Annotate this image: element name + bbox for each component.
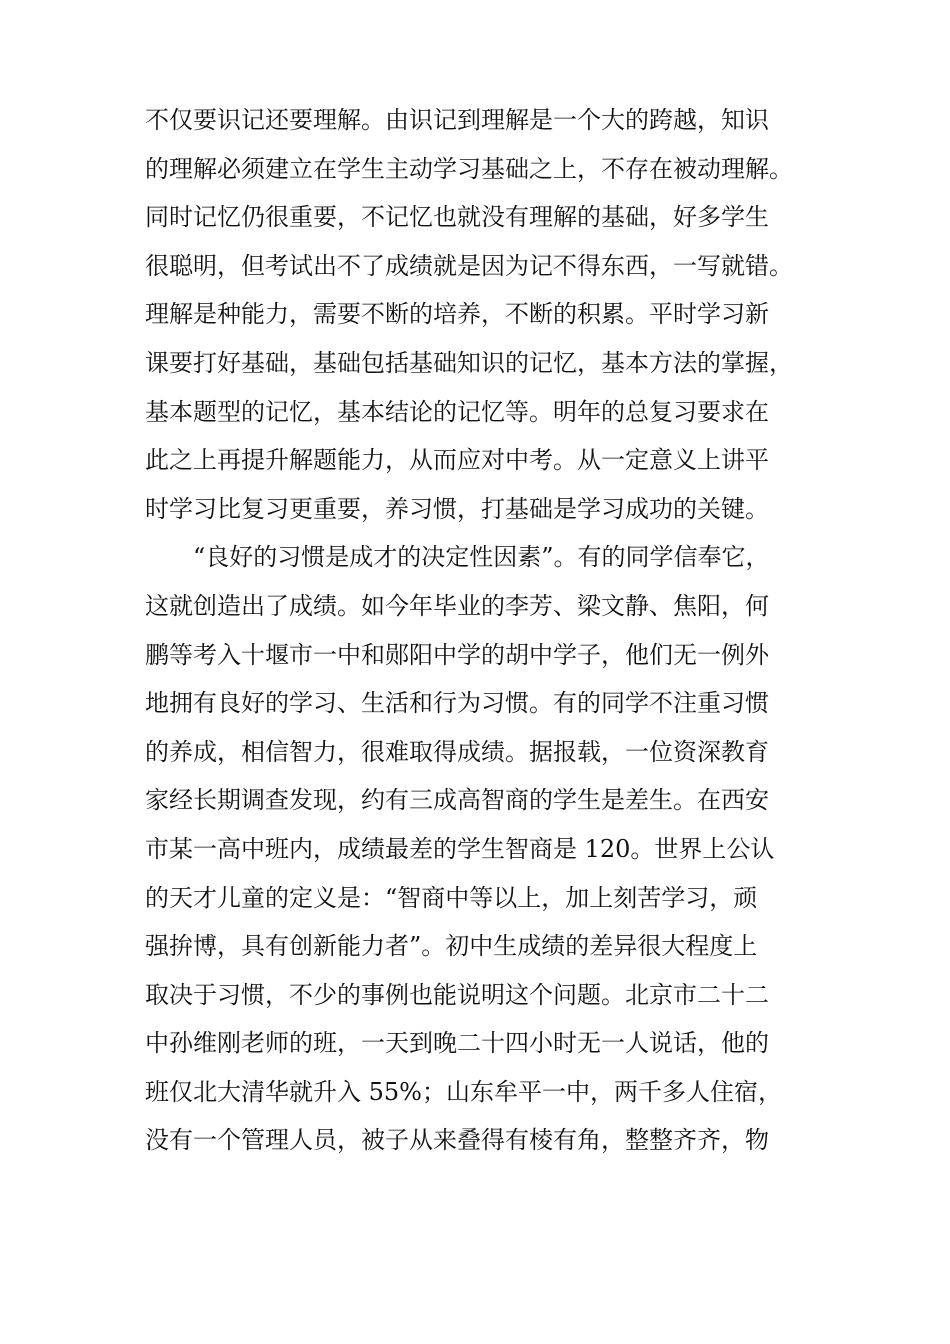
- text-line: “良好的习惯是成才的决定性因素”。有的同学信奉它，: [193, 543, 770, 572]
- text-line: 理解是种能力，需要不断的培养，不断的积累。平时学习新: [145, 300, 769, 329]
- text-line: 取决于习惯，不少的事例也能说明这个问题。北京市二十二: [145, 980, 769, 1009]
- text-line: 鹏等考入十堰市一中和郧阳中学的胡中学子，他们无一例外: [145, 640, 769, 669]
- text-line: 的天才儿童的定义是：“智商中等以上，加上刻苦学习，顽: [145, 883, 758, 912]
- text-line: 的理解必须建立在学生主动学习基础之上，不存在被动理解。: [145, 154, 793, 183]
- text-line: 时学习比复习更重要，养习惯，打基础是学习成功的关键。: [145, 494, 769, 523]
- text-line: 这就创造出了成绩。如今年毕业的李芳、梁文静、焦阳，何: [145, 591, 769, 620]
- text-line: 中孙维刚老师的班，一天到晚二十四小时无一人说话，他的: [145, 1029, 769, 1058]
- text-line: 强拚博，具有创新能力者”。初中生成绩的差异很大程度上: [145, 932, 758, 961]
- paragraph-1: [145, 96, 825, 533]
- text-line: 的养成，相信智力，很难取得成绩。据报载，一位资深教育: [145, 737, 769, 766]
- text-line: 家经长期调查发现，约有三成高智商的学生是差生。在西安: [145, 786, 769, 815]
- text-line: 课要打好基础，基础包括基础知识的记忆，基本方法的掌握，: [145, 348, 793, 377]
- text-line: 市某一高中班内，成绩最差的学生智商是 120。世界上公认: [145, 834, 775, 863]
- text-line: 没有一个管理人员，被子从来叠得有棱有角，整整齐齐，物: [145, 1126, 769, 1155]
- text-line: 很聪明，但考试出不了成绩就是因为记不得东西，一写就错。: [145, 251, 793, 280]
- text-line: 地拥有良好的学习、生活和行为习惯。有的同学不注重习惯: [145, 689, 769, 718]
- body-text: [145, 96, 825, 1165]
- paragraph-2: [145, 533, 825, 1165]
- text-line: 不仅要识记还要理解。由识记到理解是一个大的跨越，知识: [145, 106, 769, 134]
- text-line: 班仅北大清华就升入 55%；山东牟平一中，两千多人住宿，: [145, 1077, 782, 1106]
- text-line: 此之上再提升解题能力，从而应对中考。从一定意义上讲平: [145, 446, 769, 475]
- text-line: 同时记忆仍很重要，不记忆也就没有理解的基础，好多学生: [145, 203, 769, 232]
- text-line: 基本题型的记忆，基本结论的记忆等。明年的总复习要求在: [145, 397, 769, 426]
